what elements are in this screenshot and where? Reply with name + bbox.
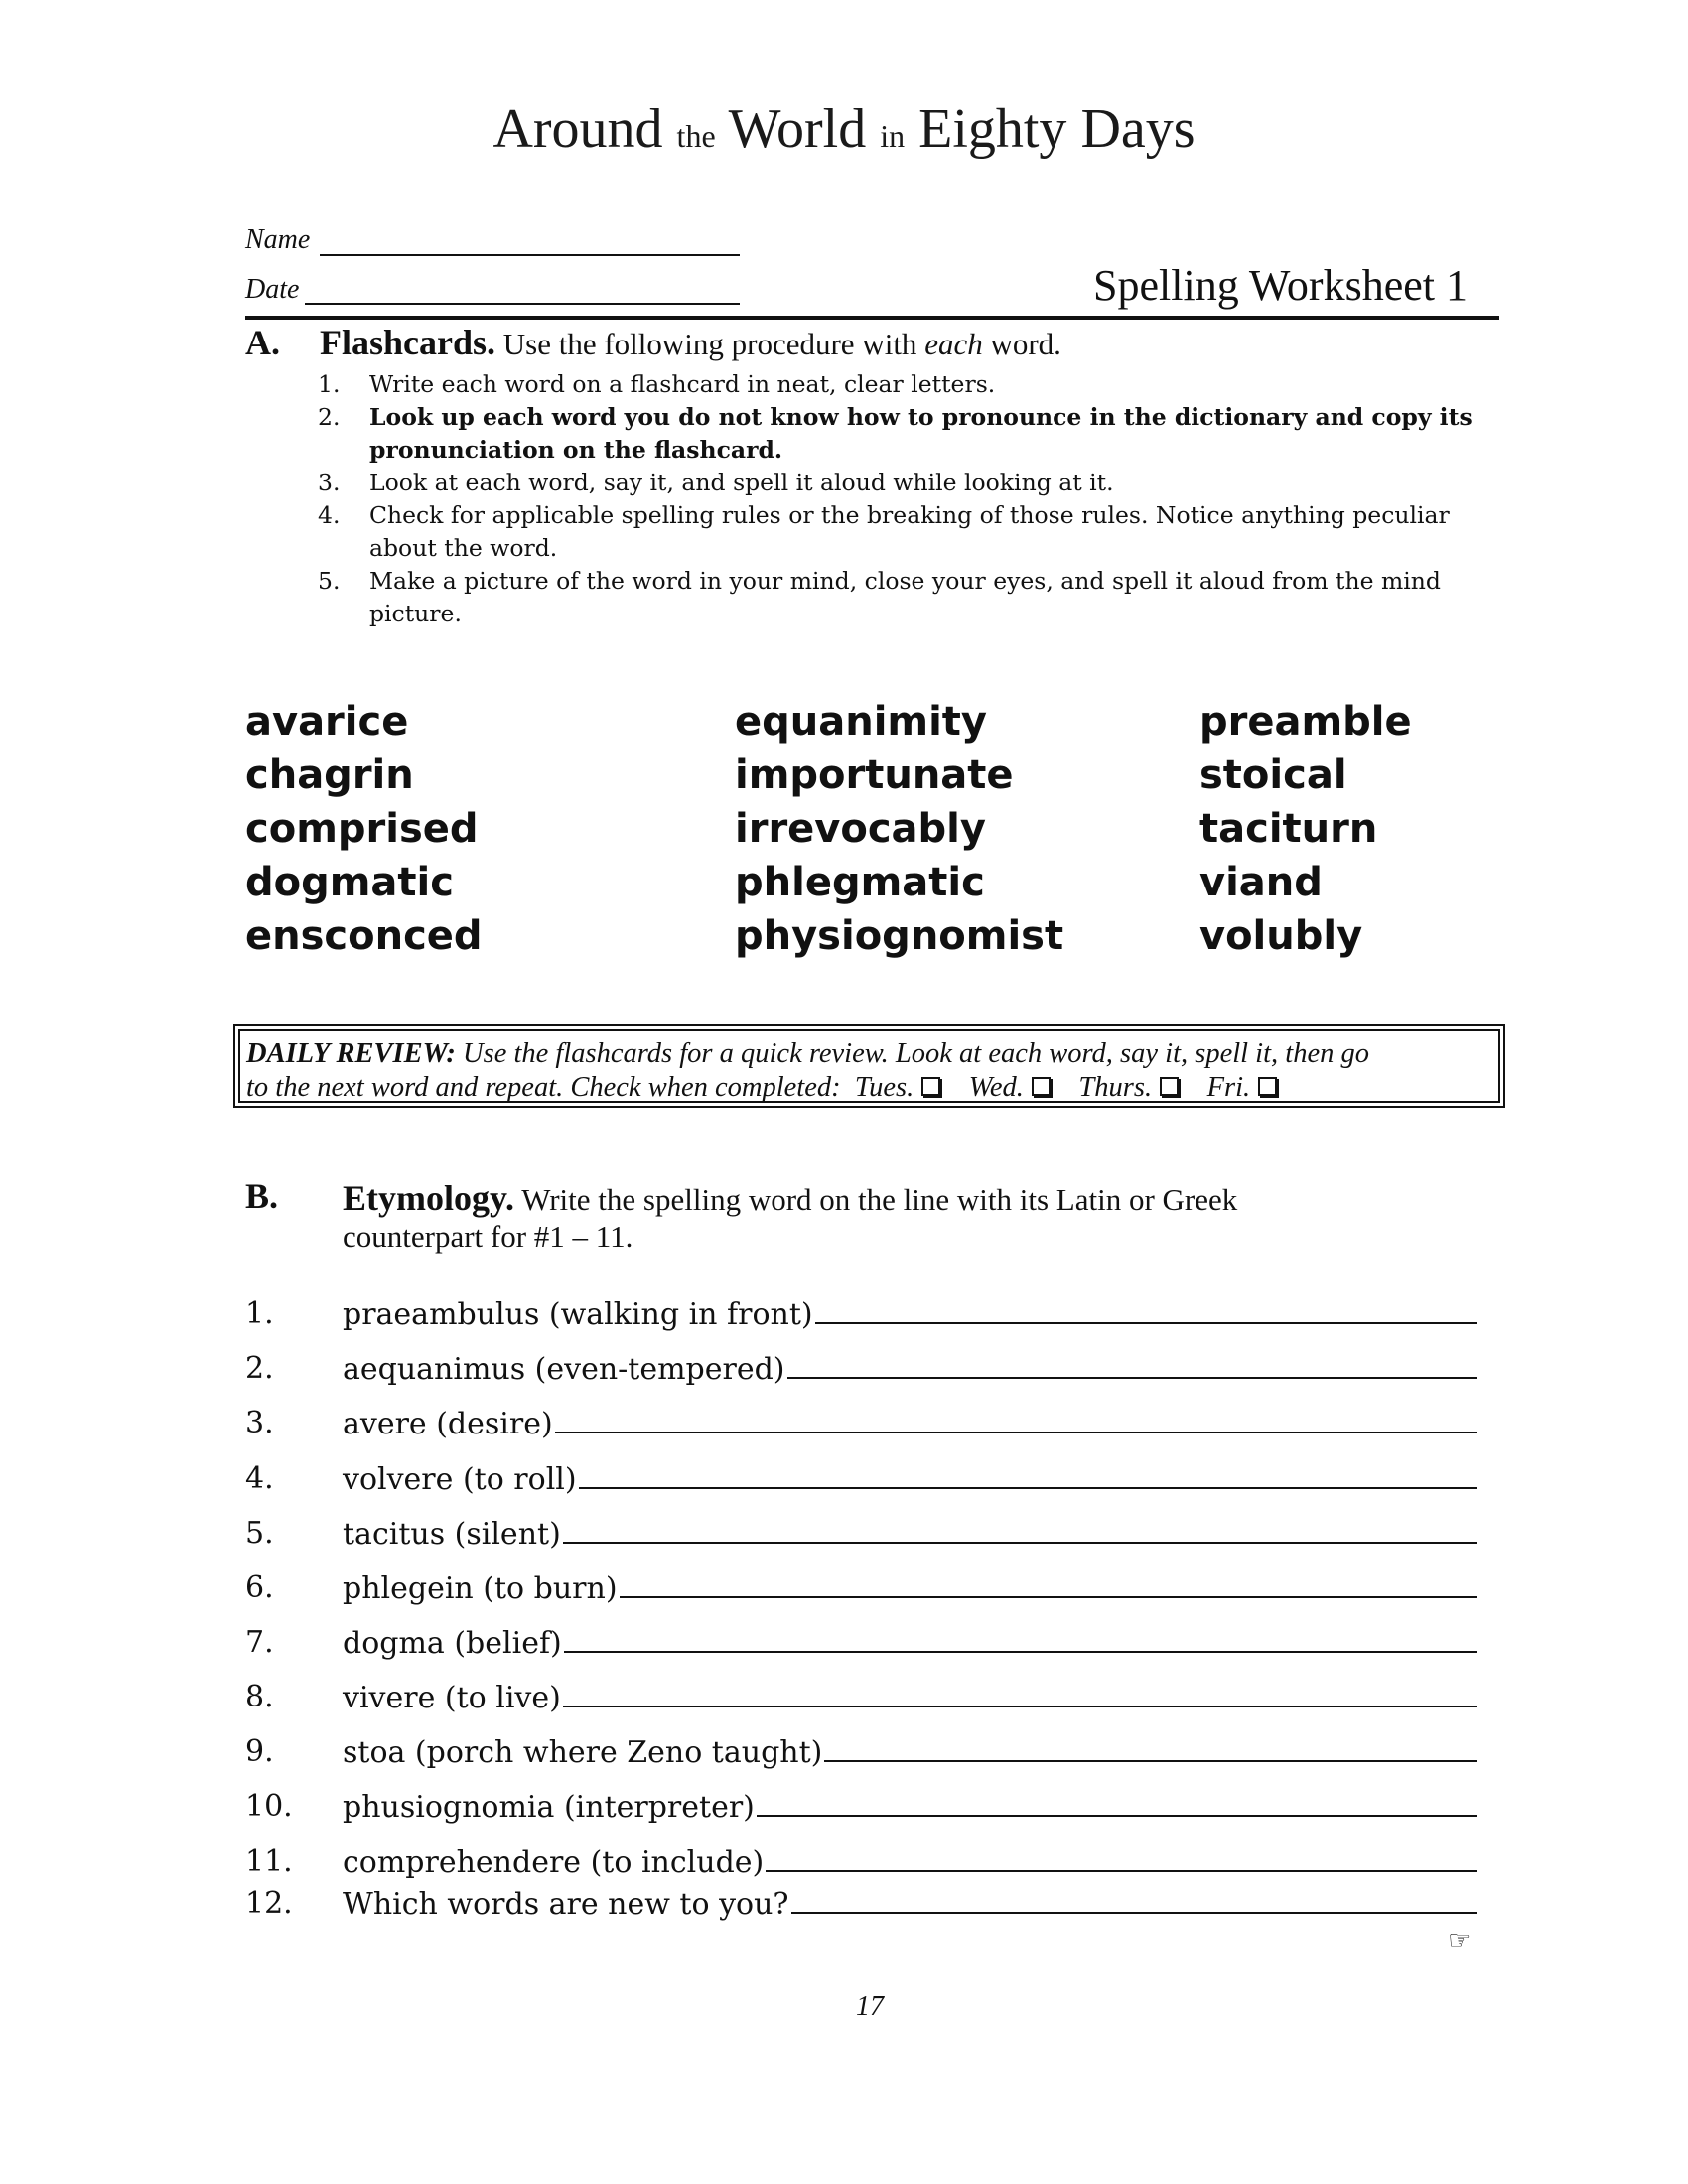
day-thurs-label: Thurs. [1078, 1072, 1153, 1103]
date-label: Date [245, 274, 300, 305]
section-a-heading: Flashcards. Use the following procedure with each word. [320, 323, 1061, 362]
list-item: 1. Write each word on a flashcard in neat, clear letters. [318, 370, 996, 398]
etymology-row: 12. Which words are new to you? [245, 1886, 1477, 1930]
worksheet-title: Spelling Worksheet 1 [1093, 261, 1468, 310]
etymology-row: 9. stoa (porch where Zeno taught) [245, 1734, 1477, 1778]
name-field[interactable] [320, 254, 740, 256]
list-item: 5. Make a picture of the word in your mind, close your eyes, and spell it aloud from the mind picture. [318, 567, 1441, 627]
etymology-row: 10. phusiognomia (interpreter) [245, 1789, 1477, 1833]
answer-line[interactable] [563, 1516, 1477, 1544]
spelling-word: viand [1199, 860, 1323, 905]
spelling-word: importunate [735, 752, 1014, 798]
spelling-word: irrevocably [735, 806, 986, 852]
spelling-word: physiognomist [735, 913, 1064, 959]
spelling-word: stoical [1199, 752, 1347, 798]
spelling-word: preamble [1199, 699, 1412, 745]
answer-line[interactable] [620, 1570, 1477, 1598]
answer-line[interactable] [579, 1461, 1477, 1489]
etymology-row: 7. dogma (belief) [245, 1625, 1477, 1669]
fri-checkbox[interactable] [1258, 1077, 1277, 1096]
etymology-row: 3. avere (desire) [245, 1406, 1477, 1449]
section-a-letter: A. [245, 323, 280, 362]
section-b-letter: B. [245, 1176, 279, 1216]
answer-line[interactable] [787, 1351, 1477, 1379]
spelling-word: comprised [245, 806, 479, 852]
section-b-heading: Etymology. Write the spelling word on the line with its Latin or Greek [343, 1178, 1238, 1218]
section-b-intro-line2: counterpart for #1 – 11. [343, 1219, 633, 1254]
daily-review-label: DAILY REVIEW: [246, 1038, 456, 1069]
thurs-checkbox[interactable] [1160, 1077, 1179, 1096]
spelling-word: avarice [245, 699, 409, 745]
page-title: Around the World in Eighty Days [492, 98, 1196, 160]
spelling-word: phlegmatic [735, 860, 985, 905]
word-column-2 [735, 695, 1063, 963]
answer-line[interactable] [766, 1844, 1477, 1872]
flashcard-steps [318, 368, 1489, 630]
day-tues-label: Tues. [854, 1072, 914, 1103]
answer-line[interactable] [563, 1680, 1477, 1707]
date-field[interactable] [305, 303, 740, 305]
answer-line[interactable] [555, 1406, 1477, 1433]
etymology-row: 6. phlegein (to burn) [245, 1570, 1477, 1614]
pointing-hand-icon: ☞ [1448, 1926, 1472, 1956]
name-label: Name [245, 224, 311, 255]
daily-review-text: DAILY REVIEW: Use the flashcards for a quick review. Look at each word, say it, spell it, then go to the next word and repeat. Check when completed: Tues. Wed. Thurs. Fri. [238, 1029, 1500, 1103]
answer-line[interactable] [791, 1886, 1477, 1914]
answer-line[interactable] [824, 1734, 1477, 1762]
list-item: 3. Look at each word, say it, and spell it aloud while looking at it. [318, 469, 1114, 496]
spelling-word: ensconced [245, 913, 483, 959]
spelling-word: chagrin [245, 752, 414, 798]
answer-line[interactable] [564, 1625, 1477, 1653]
header-divider [245, 316, 1499, 320]
tues-checkbox[interactable] [921, 1077, 940, 1096]
etymology-row: 2. aequanimus (even-tempered) [245, 1351, 1477, 1395]
spelling-word: dogmatic [245, 860, 454, 905]
etymology-row: 1. praeambulus (walking in front) [245, 1297, 1477, 1340]
etymology-row: 8. vivere (to live) [245, 1680, 1477, 1723]
list-item: 4. Check for applicable spelling rules or the breaking of those rules. Notice anything peculiar about the word. [318, 501, 1450, 562]
etymology-row: 11. comprehendere (to include) [245, 1844, 1477, 1888]
etymology-row: 5. tacitus (silent) [245, 1516, 1477, 1560]
wed-checkbox[interactable] [1032, 1077, 1051, 1096]
spelling-word: taciturn [1199, 806, 1378, 852]
etymology-row: 4. volvere (to roll) [245, 1461, 1477, 1505]
daily-review-box [233, 1024, 1505, 1108]
answer-line[interactable] [815, 1297, 1477, 1324]
day-wed-label: Wed. [968, 1072, 1024, 1103]
list-item: 2. Look up each word you do not know how to pronounce in the dictionary and copy its pronunciation on the flashcard. [318, 403, 1473, 464]
day-fri-label: Fri. [1206, 1072, 1251, 1103]
answer-line[interactable] [757, 1789, 1477, 1817]
page-number: 17 [856, 1991, 884, 2022]
spelling-word: volubly [1199, 913, 1363, 959]
word-column-3 [1199, 695, 1412, 963]
word-column-1 [245, 695, 483, 963]
spelling-word: equanimity [735, 699, 988, 745]
